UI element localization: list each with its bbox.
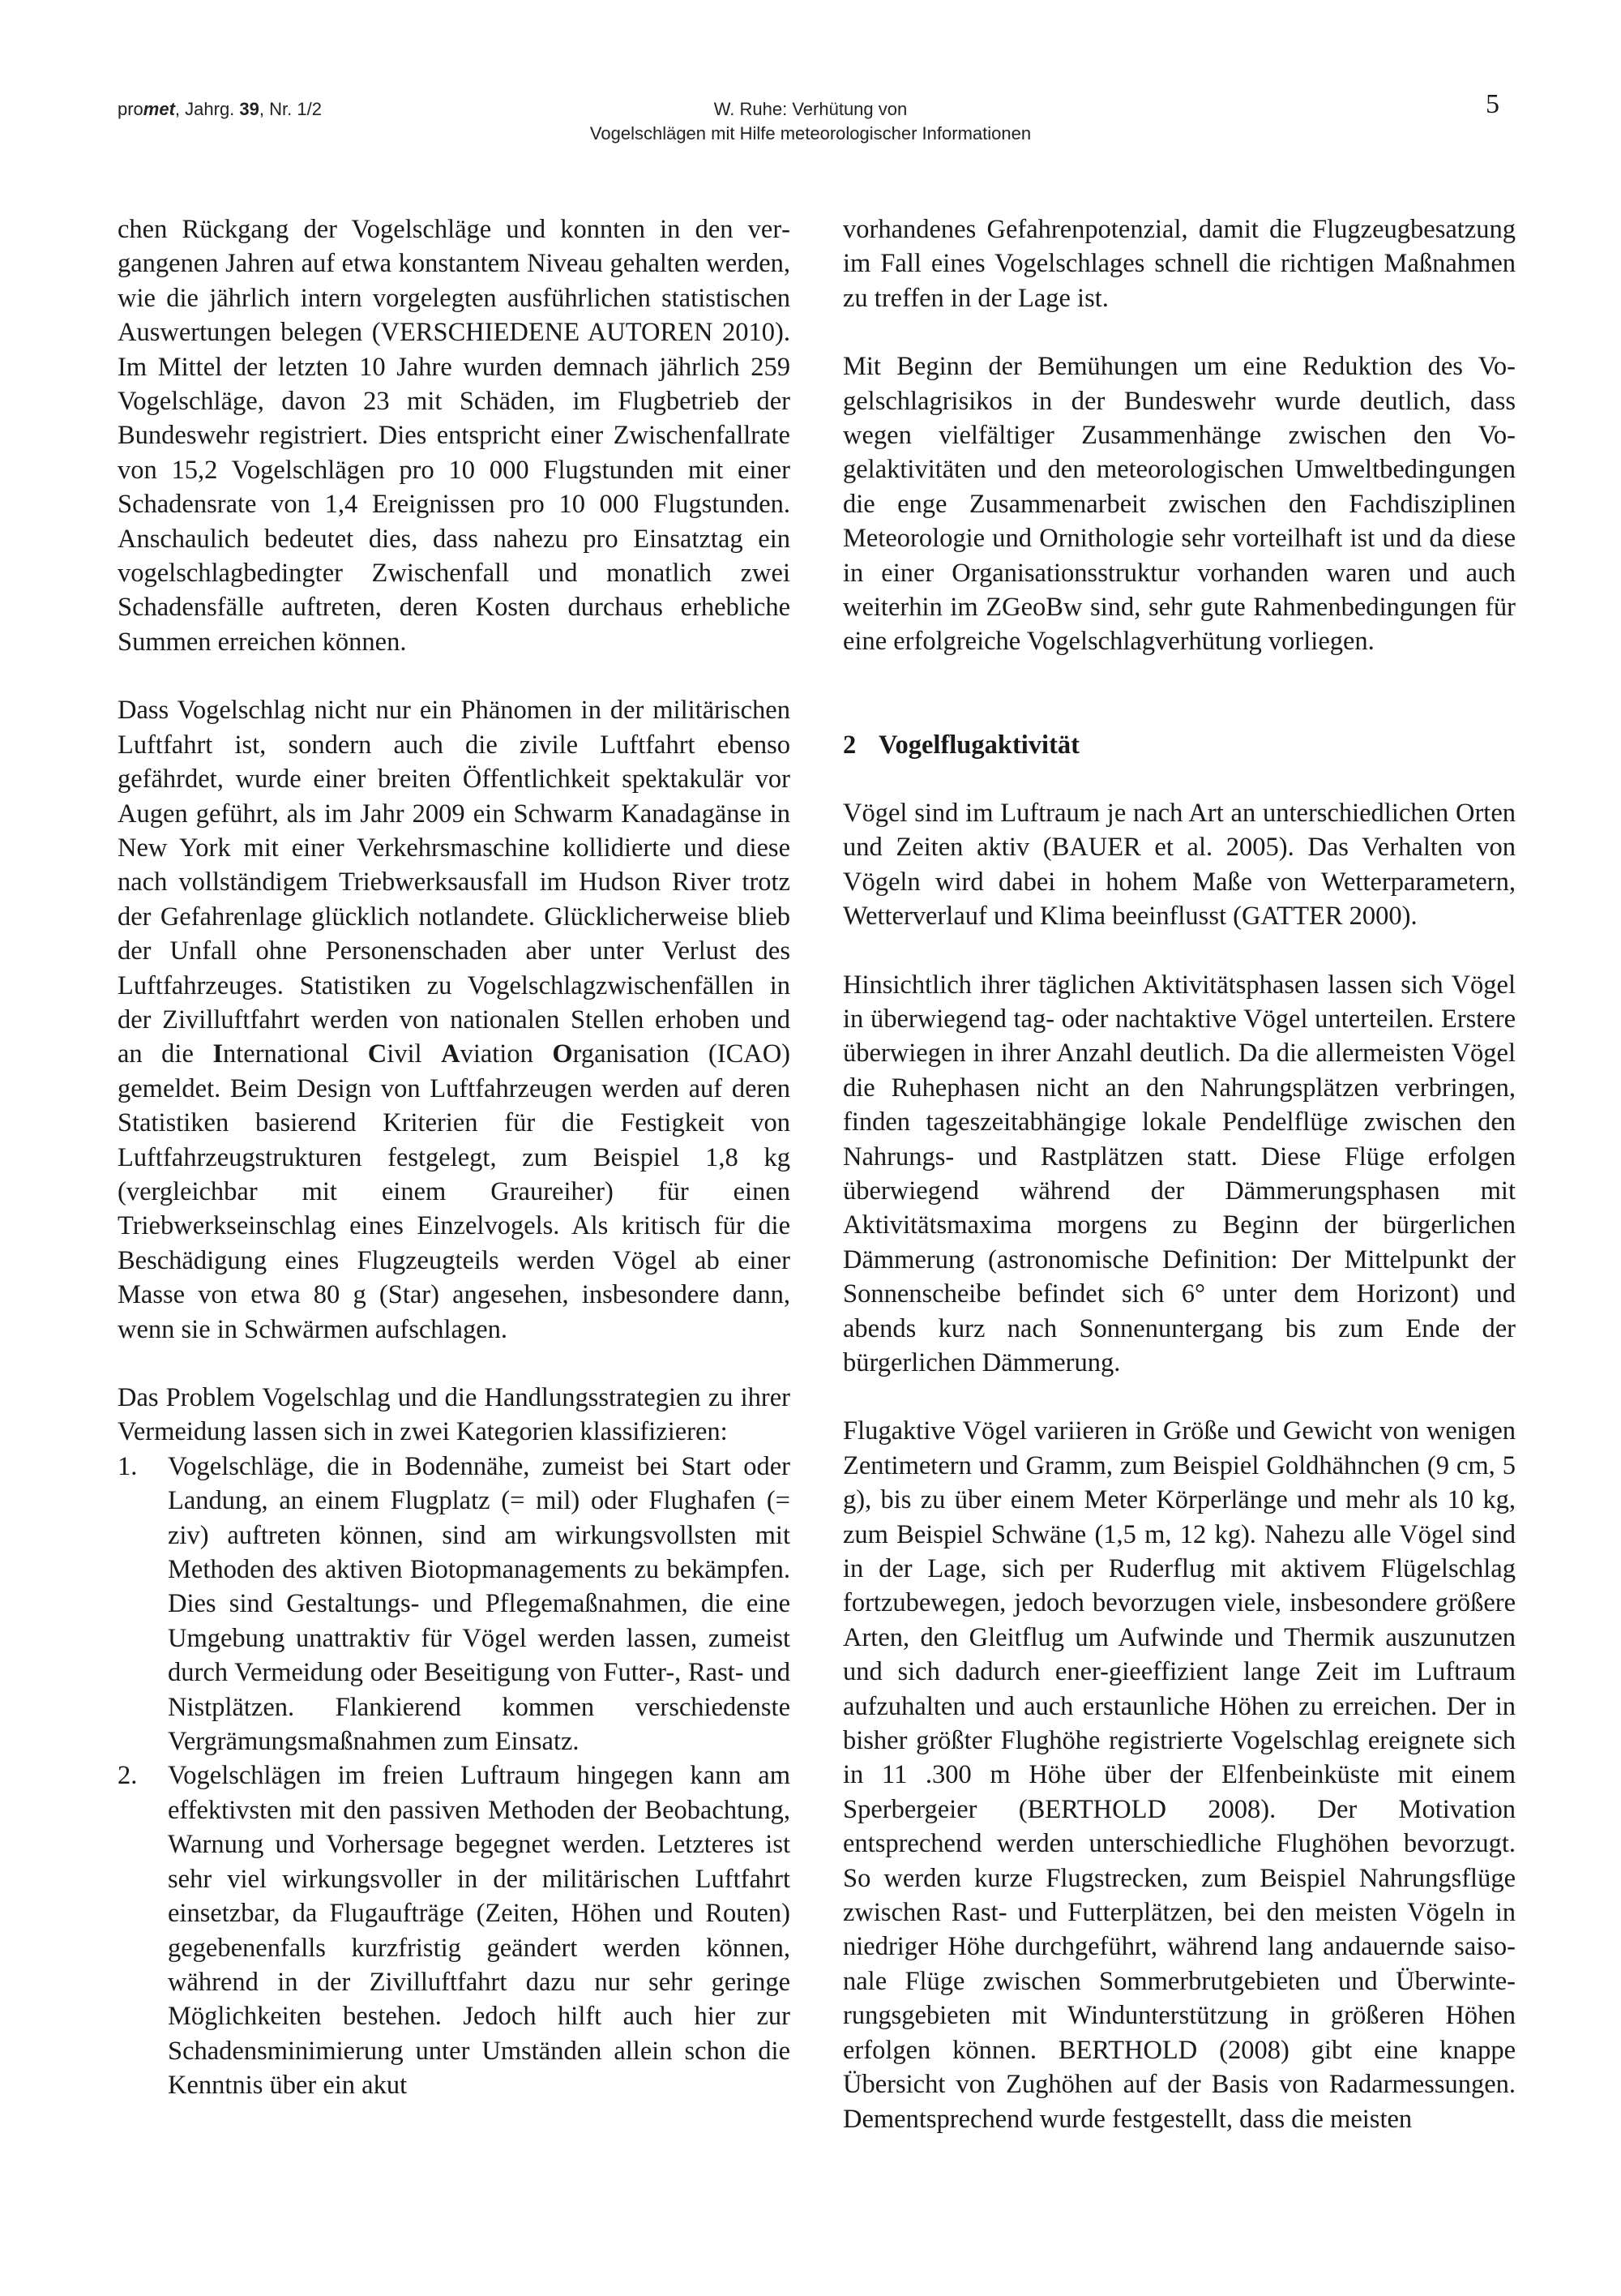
list-number: 2.	[118, 1761, 138, 1791]
journal-name-pro: pro	[118, 99, 143, 119]
section-heading	[843, 728, 1516, 762]
list-number: 1.	[118, 1451, 138, 1481]
running-header-journal	[118, 97, 322, 122]
acronym-letter-c: C	[367, 1039, 387, 1069]
header-subtitle: Vogelschlägen mit Hilfe meteorologischer Informationen	[589, 123, 1032, 144]
list-item	[118, 1758, 790, 2102]
paragraph: chen Rückgang der Vogelschläge und konnten in den vergangenen Jahren auf etwa konstantem Niveau gehalten werden, wie die jährlich intern vorgelegten ausführlichen statistischen Auswertungen belegen (VERSCHIEDENE AUTOREN 2010). Im Mittel der letzten 10 Jahre wurden demnach jährlich 259 Vogelschläge, davon 23 mit Schäden, im Flugbetrieb der Bundeswehr registriert. Dies entspricht einer Zwischenfallrate von 15,2 Vogelschlägen pro 10 000 Flugstunden mit einer Schadensrate von 1,4 Ereignissen pro 10 000 Flugstunden. Anschaulich bedeutet dies, dass nahezu pro Einsatztag ein vogelschlagbedingter Zwischenfall und monatlich zwei Schadensfälle auftreten, deren Kosten durchaus erhebliche Summen erreichen können.	[118, 215, 790, 657]
text-run: rganisation (ICAO) gemeldet. Beim Design von Luftfahrzeugen werden auf deren Statistiken basierend Kriterien für die Festigkeit von Luftfahrzeugstrukturen festgelegt, zum Beispiel 1,8 kg (vergleichbar mit einem Graureiher) für einen Triebwerkseinschlag eines Einzelvogels. Als kritisch für die Beschädigung eines Flugzeugteils werden Vögel ab einer Masse von etwa 80 g (Star) angesehen, insbesondere dann, wenn sie in Schwärmen aufschlagen.	[118, 1039, 791, 1344]
paragraph: Hinsichtlich ihrer täglichen Aktivitätsphasen lassen sich Vögel in überwiegend tag- oder nachtaktive Vögel unterteilen. Erstere überwiegen in ihrer Anzahl deutlich. Da die allermeisten Vögel die Ruhephasen nicht an den Nahrungsplätzen verbringen, finden tageszeitabhängige lokale Pendelflüge zwischen den Nahrungs- und Rastplätzen statt. Diese Flüge erfolgen überwiegend während der Dämmerungsphasen mit Aktivitätsmaxima morgens zu Beginn der bürgerlichen Dämmerung (astronomische Definition: Der Mittelpunkt der Sonnenscheibe befindet sich 6° unter dem Horizont) und abends kurz nach Sonnenuntergang bis zum Ende der bürgerlichen Dämmerung.	[843, 970, 1516, 1377]
journal-nr: 1/2	[297, 99, 322, 119]
paragraph: Mit Beginn der Bemühungen um eine Reduktion des Vogelschlagrisikos in der Bundeswehr wurde deutlich, dass wegen vielfältiger Zusammenhänge zwischen den Vogelaktivitäten und den meteorologischen Umweltbedingungen die enge Zusammenarbeit zwischen den Fachdisziplinen Meteorologie und Ornithologie sehr vorteilhaft ist und da diese in einer Organisationsstruktur vorhanden waren und auch weiterhin im ZGeoBw sind, sehr gute Rahmenbedingungen für eine erfolgreiche Vogelschlagverhütung vorliegen.	[843, 352, 1516, 657]
journal-year: 39	[239, 99, 259, 119]
list-item	[118, 1450, 790, 1759]
acronym-letter-o: O	[552, 1039, 573, 1069]
paragraph: Flugaktive Vögel variieren in Größe und Gewicht von wenigen Zentimetern und Gramm, zum Beispiel Goldhähnchen (9 cm, 5 g), bis zu über einem Meter Körperlänge und mehr als 10 kg, zum Beispiel Schwäne (1,5 m, 12 kg). Nahezu alle Vögel sind in der Lage, sich per Ruderflug mit aktivem Flügelschlag fortzubewegen, jedoch bevorzugen viele, insbesondere größere Arten, den Gleitflug um Aufwinde und Thermik auszunutzen und sich dadurch ener-gieeffizient lange Zeit im Luftraum aufzuhalten und auch erstaunliche Höhen zu erreichen. Der in bisher größter Flughöhe registrierte Vogelschlag ereignete sich in 11 .300 m Höhe über der Elfenbeinküste mit einem Sperbergeier (BERTHOLD 2008). Der Motivation entsprechend werden unterschiedliche Flughöhen bevorzugt. So werden kurze Flugstrecken, zum Beispiel Nahrungsflüge zwischen Rast- und Futterplätzen, bei den meisten Vögeln in niedriger Höhe durchgeführt, während lang andauernde saisonale Flüge zwischen Sommerbrutgebieten und Überwinterungsgebieten mit Windunterstützung in größeren Höhen erfolgen können. BERTHOLD (2008) gibt eine knappe Übersicht von Zughöhen auf der Basis von Radarmessungen. Dementsprechend wurde festgestellt, dass die meisten	[843, 1416, 1516, 2134]
journal-nr-label: , Nr.	[259, 99, 297, 119]
list-text: Vogelschlägen im freien Luftraum hingegen kann am effektivsten mit den passiven Methoden der Beobachtung, Warnung und Vorhersage begegnet werden. Letzteres ist sehr viel wirkungsvoller in der militärischen Luftfahrt einsetzbar, da Flugaufträge (Zeiten, Höhen und Routen) gegebenenfalls kurzfristig geändert werden können, während in der Zivilluftfahrt dazu nur sehr geringe Möglichkeiten bestehen. Jedoch hilft auch hier zur Schadensminimierung unter Umständen allein schon die Kenntnis über ein akut	[168, 1761, 790, 2101]
text-run: Dass Vogelschlag nicht nur ein Phänomen in der militärischen Luftfahrt ist, sondern auch die zivile Luftfahrt ebenso gefährdet, wurde einer breiten Öffentlichkeit spektakulär vor Augen geführt, als im Jahr 2009 ein Schwarm Kanadagänse in New York mit einer Verkehrsmaschine kollidierte und diese nach vollständigem Triebwerksausfall im Hudson River trotz der Gefahrenlage glücklich notlandete. Glücklicherweise blieb der Unfall ohne Personenschaden aber unter Verlust des Luftfahrzeuges. Statistiken zu Vogelschlagzwischenfällen in der Zivilluftfahrt werden von nationalen Stellen erhoben und an die	[118, 696, 790, 1069]
acronym-letter-a: A	[441, 1039, 460, 1069]
journal-year-label: , Jahrg.	[174, 99, 240, 119]
paragraph: Vögel sind im Luftraum je nach Art an unterschiedlichen Orten und Zeiten aktiv (BAUER et al. 2005). Das Verhalten von Vögeln wird dabei in hohem Maße von Wetterparametern, Wetterverlauf und Klima beeinflusst (GATTER 2000).	[843, 798, 1516, 932]
text-run: viation	[460, 1039, 553, 1069]
left-column	[118, 212, 790, 2103]
numbered-list	[118, 1450, 790, 2103]
page-number: 5	[1486, 89, 1499, 119]
list-text: Vogelschläge, die in Bodennähe, zumeist bei Start oder Landung, an einem Flugplatz (= mil) oder Flughafen (= ziv) auftreten können, sind am wirkungsvollsten mit Methoden des aktiven Biotopmanagements zu bekämpfen. Dies sind Gestaltungs- und Pflegemaßnahmen, die eine Umgebung unattraktiv für Vögel werden lassen, zumeist durch Vermeidung oder Beseitigung von Futter-, Rast- und Nistplätzen. Flankierend kommen verschiedenste Vergrämungsmaßnahmen zum Einsatz.	[168, 1451, 790, 1757]
paragraph: vorhandenes Gefahrenpotenzial, damit die Flugzeugbesatzung im Fall eines Vogelschlages schnell die richtigen Maßnahmen zu treffen in der Lage ist.	[843, 215, 1516, 313]
section-title: Vogelflugaktivität	[879, 730, 1080, 760]
header-author-title: W. Ruhe: Verhütung von	[713, 99, 908, 119]
paragraph-icao	[118, 693, 790, 1347]
paragraph: Das Problem Vogelschlag und die Handlungsstrategien zu ihrer Vermeidung lassen sich in zwei Kategorien klassifizieren:	[118, 1383, 790, 1447]
acronym-letter-i: I	[212, 1039, 224, 1069]
journal-name-met: met	[143, 99, 175, 119]
text-run: ivil	[387, 1039, 442, 1069]
running-header-title	[405, 97, 1216, 146]
text-run: nternational	[223, 1039, 368, 1069]
right-column	[843, 212, 1516, 2136]
section-number: 2	[843, 730, 857, 760]
